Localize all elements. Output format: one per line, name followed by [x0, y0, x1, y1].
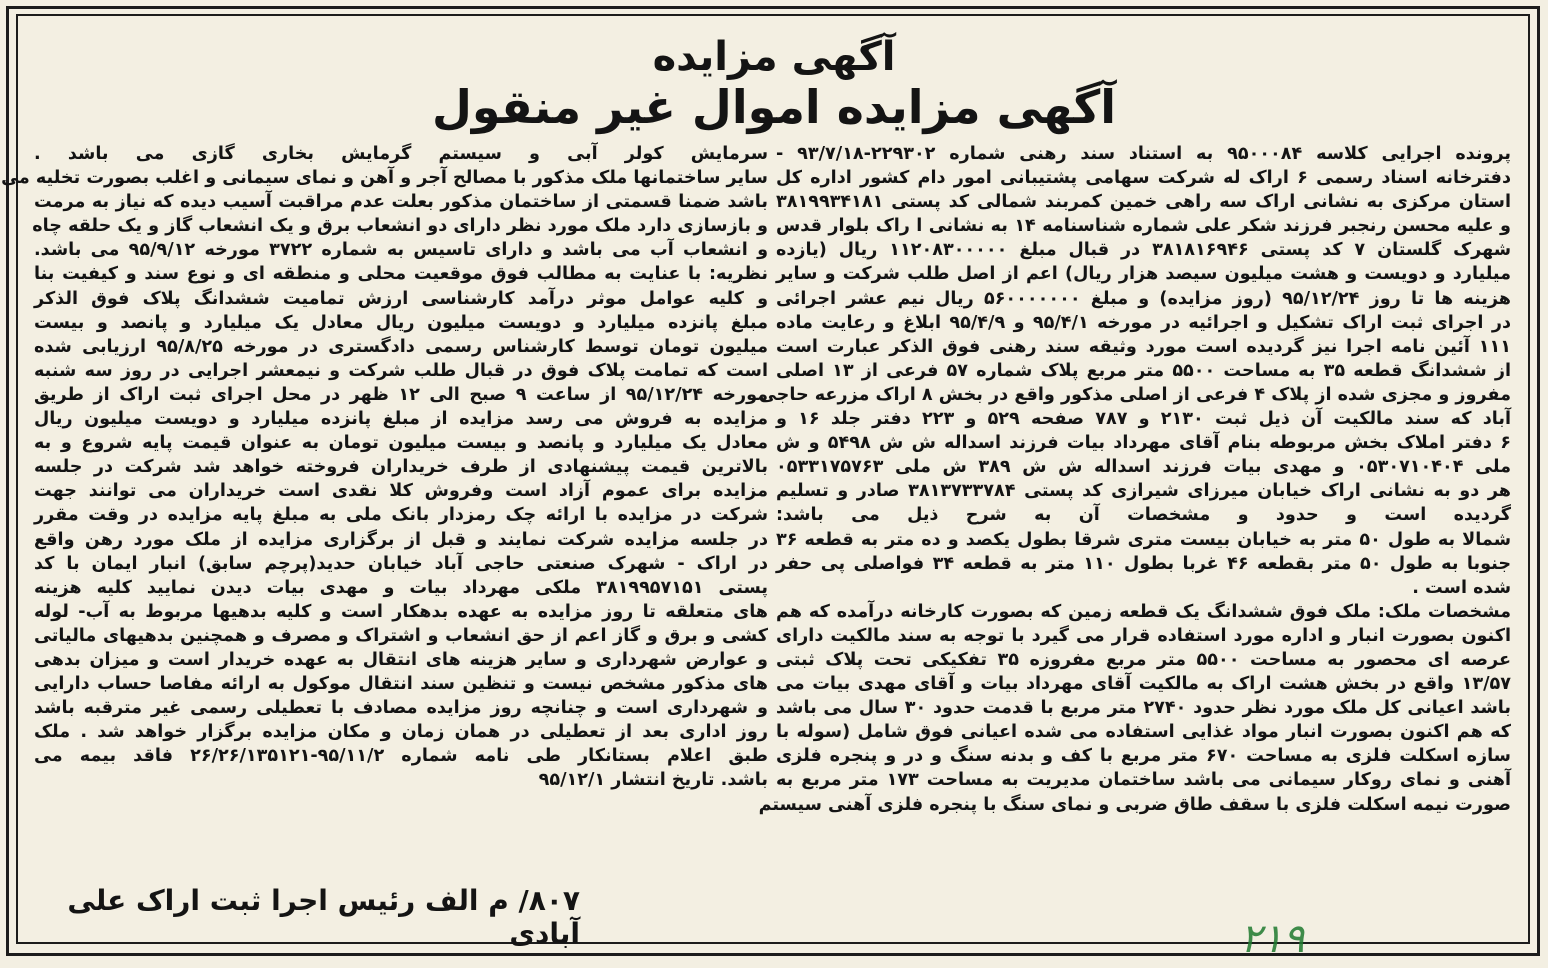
ad-title: آگهی مزایده	[652, 34, 896, 80]
text-line: پستی ۳۸۱۹۹۵۷۱۵۱ ملکی مهرداد بیات و مهدی بیات دیدن نمایید کلیه هزینه	[34, 577, 768, 598]
text-line: شمالا به طول ۵۰ متر به خیابان بیست متری شرقا بطول یکصد و ده متر به قطعه ۳۶	[776, 529, 1511, 550]
text-line: و انشعاب آب می باشد و دارای تاسیس به شماره ۳۷۲۲ مورخه ۹۵/۹/۱۲ می باشد.	[34, 240, 769, 261]
handwritten-number: ۲۱۹	[1240, 916, 1305, 962]
text-line: های متعلقه تا روز مزایده به عهده بدهکار است و کلیه بدهیها مربوط به آب- لوله	[34, 601, 768, 622]
text-line: استان مرکزی به نشانی اراک سه راهی خمین کمربند شمالی کد پستی ۳۸۱۹۹۳۴۱۸۱	[776, 192, 1511, 213]
text-line: آهنی و نمای روکار سیمانی می باشد ساختمان مدیریت به مساحت ۱۷۳ متر مربع به	[776, 770, 1512, 791]
text-line: سرمایش کولر آبی و سیستم گرمایش بخاری گازی می باشد .	[34, 144, 768, 164]
text-line: ۱۱۱ آئین نامه اجرا نیز گردیده است مورد وثیقه سند رهنی فوق الذکر عبارت است	[776, 336, 1511, 357]
text-line: باشد اعیانی کل ملک مورد نظر حدود ۲۷۴۰ متر مربع با قدمت حدود ۳۰ سال می باشد	[776, 698, 1512, 719]
text-line: مزایده به فروش می رسد مزایده از مبلغ پانزده میلیارد و دویست میلیون ریال	[34, 409, 768, 430]
text-line: صورت نیمه اسکلت فلزی با سقف طاق ضربی و نمای سنگ با پنجره فلزی آهنی سیستم	[758, 794, 1511, 815]
text-line: شهرک گلستان ۷ کد پستی ۳۸۱۸۱۶۹۴۶ در قبال مبلغ ۱۱۲۰۸۳۰۰۰۰۰ ریال (یازده	[776, 240, 1511, 261]
text-line: شده است .	[1412, 577, 1511, 598]
text-line: مزایده برای عموم آزاد است وفروش کلا نقدی است خریداران می توانند جهت	[34, 481, 768, 502]
text-line: های مذکور مشخص نیست و تنظین سند انتقال موکول به ارائه مفاصا حساب دارایی	[34, 674, 768, 695]
text-line: و شهرداری است و چنانچه روز مزایده مصادف با تعطیلی رسمی غیر مترقبه باشد	[34, 698, 768, 719]
text-line: دفترخانه اسناد رسمی ۶ اراک له شرکت سهامی پشتیبانی امور دام کشور اداره کل	[776, 168, 1511, 189]
text-line: آباد که سند مالکیت آن ذیل ثبت ۲۱۳۰ و ۷۸۷ صفحه ۵۲۹ و ۲۲۳ دفتر جلد ۱۶ و	[776, 409, 1512, 430]
text-line: در اراک - شهرک صنعتی حاجی آباد خیابان حدید(پرچم سابق) انبار ایمان با کد	[34, 553, 768, 574]
text-line: باشد ضمنا قسمتی از ساختمان مذکور بعلت عدم مراقبت آسیب دیده که نیاز به مرمت	[34, 192, 768, 213]
text-line: شرکت در مزایده با ارائه چک رمزدار بانک ملی به مبلغ پایه مزایده در وقت مقرر	[34, 505, 768, 526]
right-column	[758, 142, 1512, 817]
text-line: میلیارد و دویست و هشت میلیون سیصد هزار ریال) اعم از اصل طلب شرکت و سایر	[776, 264, 1511, 285]
text-line: در جلسه مزایده شرکت نمایند و قبل از برگزاری مزایده از ملک مورد رهن واقع	[34, 529, 768, 550]
left-column	[1, 142, 769, 793]
text-line: گردیده است و حدود و مشخصات آن به شرح ذیل می باشد:	[776, 505, 1511, 526]
signature-line: ۸۰۷/ م الف رئیس اجرا ثبت اراک علی آبادی	[67, 884, 580, 950]
text-line: که هم اکنون بصورت انبار مواد غذایی استفاده می شده اعیانی فوق شامل (سوله با	[776, 722, 1511, 743]
text-line: ملی ۰۵۳۰۷۱۰۴۰۴ و مهدی بیات فرزند اسداله ش ش ۳۸۹ ش ملی ۰۵۳۳۱۷۵۷۶۳	[776, 457, 1511, 478]
text-line: و عوارض شهرداری و سایر هزینه های انتقال به عهده خریدار است و میزان بدهی	[34, 649, 768, 670]
text-line: ۱۳/۵۷ واقع در بخش هشت اراک به مالکیت آقای مهرداد بیات و آقای مهدی بیات می	[776, 674, 1511, 695]
text-line: مورخه ۹۵/۱۲/۲۴ از ساعت ۹ صبح الی ۱۲ ظهر در محل اجرای ثبت اراک از طریق	[34, 384, 768, 405]
ad-subtitle: آگهی مزایده اموال غیر منقول	[431, 80, 1117, 134]
text-line: روز اداری بعد از تعطیلی در همان زمان و مکان مزایده برگزار خواهد شد . ملک	[34, 722, 768, 743]
text-line: هزینه ها تا روز ۹۵/۱۲/۲۴ (روز مزایده) و مبلغ ۵۶۰۰۰۰۰۰۰ ریال نیم عشر اجرائی	[776, 288, 1512, 309]
text-line: سازه اسکلت فلزی به مساحت ۶۷۰ متر مربع با کف و بدنه سنگ و در و پنجره فلزی	[776, 746, 1511, 767]
text-line: کشی و برق و گاز اعم از حق انشعاب و اشتراک و مصرف و همچنین بدهیهای مالیاتی	[34, 625, 768, 646]
text-line: پرونده اجرایی کلاسه ۹۵۰۰۰۸۴ به استناد سند رهنی شماره ۲۲۹۳۰۲-۹۳/۷/۱۸ -	[776, 144, 1512, 164]
text-line: بالاترین قیمت پیشنهادی از طرف خریداران فروخته خواهد شد شرکت در جلسه	[34, 457, 768, 478]
text-line: معادل یک میلیارد و پانصد و بیست میلیون تومان به عنوان قیمت پایه شروع و به	[34, 433, 768, 454]
text-line: نظریه: با عنایت به مطالب فوق موقعیت محلی و منطقه ای و نوع سند و کیفیت بنا	[34, 264, 768, 285]
text-line: و کلیه عوامل موثر درآمد کارشناسی ارزش تمامیت ششدانگ پلاک فوق الذکر	[34, 288, 768, 309]
text-line: باشد. تاریخ انتشار ۹۵/۱۲/۱	[538, 770, 768, 791]
text-line: هر دو به نشانی اراک خیابان میرزای شیرازی کد پستی ۳۸۱۳۷۳۳۷۸۴ صادر و تسلیم	[776, 481, 1511, 502]
text-line: عرصه ای محصور به مساحت ۵۵۰۰ متر مربع مفروزه ۳۵ تفکیکی تحت پلاک ثبتی	[776, 649, 1512, 670]
text-line: مفروز و مجزی شده از پلاک ۴ فرعی از اصلی مذکور واقع در بخش ۸ اراک مزرعه حاجی	[758, 384, 1511, 405]
text-line: سایر ساختمانها ملک مذکور با مصالح آجر و آهن و نمای سیمانی و اغلب بصورت تخلیه می	[1, 168, 768, 189]
text-line: در اجرای ثبت اراک تشکیل و اجرائیه در مورخه ۹۵/۴/۱ و ۹۵/۴/۹ ابلاغ و رعایت ماده	[776, 312, 1511, 333]
text-line: ۶ دفتر املاک بخش مربوطه بنام آقای مهرداد بیات فرزند اسداله ش ش ۵۴۹۸ و ش	[776, 433, 1512, 454]
text-line: اکنون بصورت انبار و اداره مورد استفاده قرار می گیرد با توجه به سند مالکیت دارای	[776, 625, 1511, 646]
text-line: است که تمامت پلاک فوق در قبال طلب شرکت و نیمعشر اجرایی در روز سه شنبه	[34, 360, 768, 381]
text-line: و بازسازی دارد ملک مورد نظر دارای دو انشعاب برق و یک انشعاب گاز و یک حلقه چاه	[32, 216, 768, 237]
text-line: از ششدانگ قطعه ۳۵ به مساحت ۵۵۰۰ متر مربع پلاک شماره ۵۷ فرعی از ۱۳ اصلی	[776, 360, 1511, 381]
text-line: مبلغ پانزده میلیارد و دویست میلیون ریال معادل یک میلیارد و پانصد و بیست	[34, 312, 768, 333]
text-line: مشخصات ملک: ملک فوق ششدانگ یک قطعه زمین که بصورت کارخانه درآمده که هم	[776, 601, 1511, 622]
text-line: میلیون تومان توسط کارشناس رسمی دادگستری در مورخه ۹۵/۸/۲۵ ارزیابی شده	[34, 336, 768, 357]
text-line: جنوبا به طول ۵۰ متر بقطعه ۴۶ غربا بطول ۱۱۰ متر به قطعه ۳۴ فواصلی پی حفر	[776, 553, 1511, 574]
text-line: طبق اعلام بستانکار طی نامه شماره ۹۵/۱۱/۲-۲۶/۲۶/۱۳۵۱۲۱ فاقد بیمه می	[34, 746, 768, 767]
text-line: و علیه محسن رنجبر فرزند شکر علی شماره شناسنامه ۱۴ به نشانی ا راک بلوار قدس	[776, 216, 1511, 237]
